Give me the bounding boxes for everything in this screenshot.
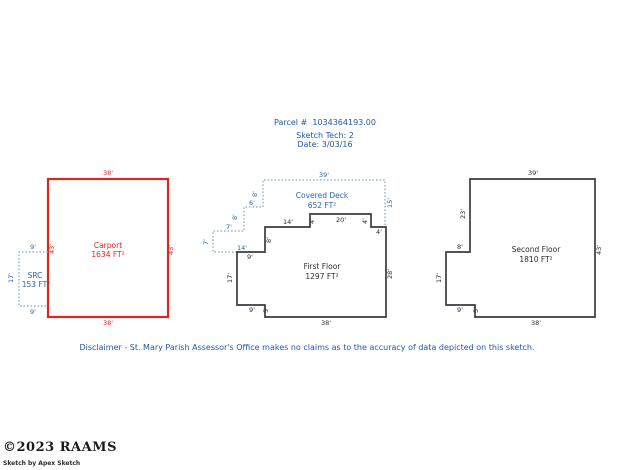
second-floor-dim-top: 39' bbox=[527, 169, 539, 177]
first-floor-dim-step-v: 5' bbox=[262, 307, 270, 313]
first-floor-dim-bottom: 38' bbox=[320, 319, 332, 327]
src-label: SRC bbox=[27, 271, 43, 280]
deck-dim-right: 15' bbox=[386, 197, 394, 209]
deck-dim-step2-h: 7' bbox=[226, 223, 232, 231]
src-area: 153 FT² bbox=[21, 280, 51, 289]
deck-dim-step2-v: 8' bbox=[231, 214, 239, 220]
src-dim-left: 17' bbox=[7, 272, 15, 284]
second-floor-dim-left-upper: 23' bbox=[459, 208, 467, 220]
sketch-tech-line: Sketch Tech: 2 bbox=[296, 131, 354, 140]
first-floor-dim-notch-right: 4' bbox=[361, 218, 369, 224]
disclaimer-text: Disclaimer - St. Mary Parish Assessor's Office makes no claims as to the accuracy of data depicted on this sketch. bbox=[79, 343, 535, 352]
raams-logo: ©2023 RAAMS bbox=[3, 440, 117, 455]
second-floor-dim-left-lower: 17' bbox=[435, 272, 443, 284]
deck-dim-step1-v: 8' bbox=[251, 191, 259, 197]
first-floor-dim-upper-left-v: 8' bbox=[265, 237, 273, 243]
second-floor-dim-step-top: 8' bbox=[457, 243, 463, 251]
first-floor-dim-top1: 14' bbox=[282, 218, 294, 226]
second-floor-dim-right: 43' bbox=[595, 244, 603, 256]
carport-label: Carport bbox=[93, 241, 123, 250]
first-floor-dim-step-h: 9' bbox=[249, 306, 255, 314]
first-floor-dim-right: 28' bbox=[386, 268, 394, 280]
first-floor-dim-upper-left-h: 9' bbox=[247, 253, 253, 261]
second-floor-dim-step-h: 9' bbox=[457, 306, 463, 314]
second-floor-dim-step-v: 5' bbox=[472, 307, 480, 313]
parcel-number-line: Parcel # 1034364193.00 bbox=[274, 118, 376, 127]
covered-deck-label: Covered Deck bbox=[295, 191, 349, 200]
first-floor-area: 1297 FT² bbox=[305, 272, 339, 281]
deck-dim-step3-v: 7' bbox=[202, 239, 210, 245]
deck-dim-bottom: 14' bbox=[236, 244, 248, 252]
apex-sketch-credit: Sketch by Apex Sketch bbox=[3, 460, 81, 467]
carport-dim-bottom: 38' bbox=[102, 319, 114, 327]
first-floor-label: First Floor bbox=[303, 262, 341, 271]
carport-dim-right: 43' bbox=[167, 244, 175, 256]
deck-dim-top: 39' bbox=[318, 171, 330, 179]
second-floor-dim-bottom: 38' bbox=[530, 319, 542, 327]
src-dim-bottom: 9' bbox=[30, 308, 36, 316]
src-dim-top: 9' bbox=[30, 243, 36, 251]
carport-dim-left: 43' bbox=[48, 243, 56, 255]
first-floor-dim-top2: 20' bbox=[335, 216, 347, 224]
first-floor-dim-notch-left: 4' bbox=[308, 218, 316, 224]
first-floor-dim-top3: 4' bbox=[376, 228, 382, 236]
date-line: Date: 3/03/16 bbox=[297, 140, 353, 149]
covered-deck-area: 652 FT² bbox=[307, 201, 337, 210]
second-floor-label: Second Floor bbox=[511, 245, 561, 254]
second-floor-area: 1810 FT² bbox=[519, 255, 553, 264]
carport-dim-top: 38' bbox=[102, 169, 114, 177]
first-floor-dim-left: 17' bbox=[226, 272, 234, 284]
deck-dim-step1-h: 6' bbox=[249, 199, 255, 207]
carport-area: 1634 FT² bbox=[91, 250, 125, 259]
